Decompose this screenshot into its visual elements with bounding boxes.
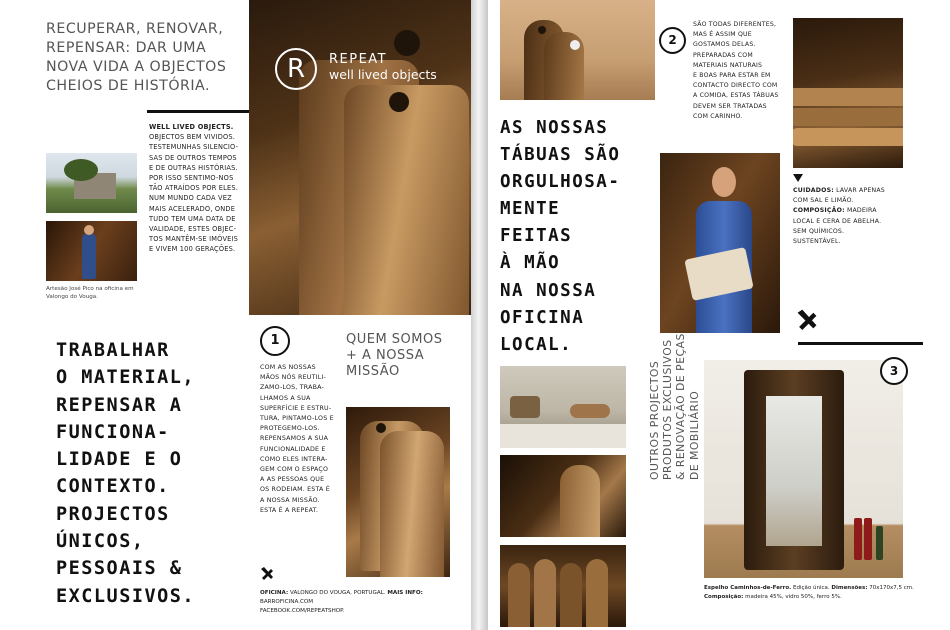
brand-name: REPEAT (329, 52, 388, 67)
section2-line: CONTACTO DIRECTO COM (693, 82, 778, 90)
intro-line: SAS DE OUTROS TEMPOS (149, 153, 237, 162)
mission-line: LHAMOS A SUA (260, 394, 311, 402)
intro-line: TUDO TEM UMA DATA DE (149, 214, 236, 223)
section2-line: A COMIDA, ESTAS TÁBUAS (693, 92, 779, 100)
headline-line: CHEIOS DE HISTÓRIA. (46, 78, 211, 94)
headline-line: FEITAS (500, 226, 573, 247)
comp-line: SEM QUÍMICOS. (793, 227, 845, 235)
mission-line: MÃOS NÓS REUTILI- (260, 374, 326, 382)
mission-line: SUPERFÍCIE E ESTRU- (260, 404, 332, 412)
mission-line: GEM COM O ESPAÇO (260, 466, 329, 474)
headline-line: OFICINA (500, 307, 585, 328)
vertical-line: PRODUTOS EXCLUSIVOS (661, 339, 675, 480)
section2-line: SÃO TODAS DIFERENTES, (693, 21, 777, 28)
section-number-1: 1 (260, 326, 290, 356)
boards-row-photo (500, 545, 626, 627)
section-number-2: 2 (659, 27, 686, 54)
headline-line: ORGULHOSA- (500, 172, 621, 193)
artisan-head (84, 225, 94, 235)
intro-line: OBJECTOS BEM VIVIDOS. (149, 133, 236, 142)
headline-line: NA NOSSA (500, 280, 597, 301)
vertical-line: & RENOVAÇÃO DE PEÇAS (674, 333, 688, 480)
headline-line: NOVA VIDA A OBJECTOS (46, 59, 227, 75)
comp-label: COMPOSIÇÃO: (793, 207, 845, 215)
left-headline (46, 20, 246, 96)
mirror-comp: madeira 45%, vidro 50%, ferro 5%. (743, 593, 842, 600)
right-page (488, 0, 950, 630)
boards-dark-photo (500, 455, 626, 537)
comp-line (793, 206, 913, 216)
vertical-text (648, 260, 708, 480)
arrow-down-icon (793, 174, 803, 182)
statement-line: CONTEXTO. (56, 476, 170, 498)
mission-line: OS RODEIAM. ESTA É (260, 486, 330, 494)
flower-shape (570, 40, 580, 50)
section2-line: DEVEM SER TRATADAS (693, 102, 767, 110)
stacked-boards-photo (793, 18, 903, 168)
board-shape (344, 85, 469, 315)
boards-rack-photo (500, 0, 655, 100)
intro-line: TOS MANTÊM-SE IMÓVEIS (149, 235, 239, 244)
headline-line: MENTE (500, 199, 561, 220)
intro-line: MAIS ACELERADO, ONDE (149, 204, 236, 213)
section-title-line: + A NOSSA (346, 348, 425, 363)
section-number-3: 3 (880, 357, 908, 385)
mission-line: ZAMO-LOS, TRABA- (260, 384, 324, 392)
footer-label-info: MAIS INFO: (387, 590, 423, 596)
section2-line: GOSTAMOS DELAS. (693, 41, 756, 49)
left-page (0, 0, 471, 630)
board-shape (560, 465, 600, 537)
intro-rule (147, 110, 249, 113)
board-stack (793, 128, 903, 146)
comp-line: SUSTENTÁVEL. (793, 238, 841, 246)
board-shape (586, 559, 608, 627)
board-shape (508, 563, 530, 627)
mission-line: REPENSAMOS A SUA (260, 435, 329, 443)
hero-photo (249, 0, 471, 315)
section2-line: E BOAS PARA ESTAR EM (693, 72, 771, 80)
board-hole (389, 92, 409, 112)
board-stack (793, 88, 903, 106)
vertical-line: OUTROS PROJECTOS (648, 360, 661, 480)
care-line-2: COM SAL E LIMÃO. (793, 197, 854, 205)
care-line (793, 186, 913, 196)
footer-oficina: VALONGO DO VOUGA, PORTUGAL. (288, 590, 388, 596)
headline-line: AS NOSSAS (500, 118, 609, 138)
intro-line: E VIVEM 100 GERAÇÕES. (149, 245, 236, 254)
mission-line: PROTEGEMO-LOS. (260, 425, 320, 433)
headline-line: LOCAL. (500, 334, 573, 355)
section2-line: PREPARADAS COM (693, 51, 753, 59)
kitchen-photo (500, 366, 626, 448)
boards-photo (346, 407, 450, 577)
mirror-caption-line-1 (704, 584, 924, 593)
comp-value: MADEIRA (844, 207, 877, 215)
boots-shape (864, 518, 872, 560)
statement-line: O MATERIAL, (56, 367, 196, 389)
statement-line: EXCLUSIVOS. (56, 585, 196, 607)
board-shape (534, 559, 556, 627)
section2-line: MAS É ASSIM QUE (693, 31, 752, 39)
mirror-dims: 70x170x7,5 cm. (867, 585, 914, 591)
mission-line: A AS PESSOAS QUE (260, 476, 325, 484)
mission-line: TURA, PINTAMO-LOS E (260, 415, 334, 423)
artisan-photo (46, 221, 137, 281)
right-rule (798, 342, 923, 345)
comp-line: LOCAL E CERA DE ABELHA. (793, 217, 882, 225)
board-hole (376, 423, 386, 433)
board-shape (560, 563, 582, 627)
vertical-line: DE MOBILIÁRIO (687, 390, 701, 480)
mission-line: COMO ELES INTERA- (260, 455, 328, 463)
photo-caption (46, 285, 146, 301)
section2-line: COM CARINHO. (693, 112, 743, 120)
statement-line: PESSOAIS & (56, 558, 183, 580)
caption-line: Artesão José Pico na oficina em (46, 286, 134, 292)
boards-stack-shape (570, 404, 610, 418)
footer-label-oficina: OFICINA: (260, 590, 289, 596)
mirror-glass (766, 396, 822, 546)
statement-line: REPENSAR A (56, 394, 183, 416)
board-stack (793, 108, 903, 126)
basket-shape (510, 396, 540, 418)
mission-text (260, 363, 344, 516)
big-statement (56, 337, 246, 610)
footer-line-1 (260, 589, 465, 607)
tree-shape (64, 159, 98, 181)
footer-info-link: BARROFICINA.COM (260, 599, 314, 605)
statement-line: TRABALHAR (56, 340, 170, 361)
section2-text (693, 20, 783, 122)
mirror-photo (704, 360, 903, 578)
mission-line: FUNCIONALIDADE E (260, 445, 326, 453)
artisan-figure (82, 233, 96, 279)
boots-shape (854, 518, 862, 560)
board-shape (380, 431, 444, 577)
tools-icon (260, 566, 274, 580)
board-hole (538, 26, 546, 34)
intro-line: NUM MUNDO CADA VEZ (149, 194, 232, 203)
intro-line: VALIDADE, ESTES OBJEC- (149, 225, 237, 234)
headline-line: RECUPERAR, RENOVAR, (46, 21, 224, 37)
page-gutter (471, 0, 488, 630)
intro-line: TESTEMUNHAS SILENCIO- (149, 143, 239, 152)
right-big-headline (500, 115, 660, 359)
intro-line: TÃO ATRAÍDOS POR ELES. (149, 184, 239, 193)
mirror-caption-line-2 (704, 593, 924, 602)
section2-line: MATERIAIS NATURAIS (693, 61, 763, 69)
statement-line: PROJECTOS (56, 503, 170, 525)
intro-text (149, 122, 245, 255)
boots-shape (876, 526, 883, 560)
headline-line: REPENSAR: DAR UMA (46, 40, 207, 56)
care-value: LAVAR APENAS (833, 187, 885, 194)
house-photo (46, 153, 137, 213)
craftsman-head (712, 167, 736, 197)
footer-line-2: FACEBOOK.COM/REPEATSHOP. (260, 608, 345, 614)
statement-line: FUNCIONA- (56, 421, 170, 443)
mirror-edition: Edição única. (791, 585, 832, 591)
tools-icon (796, 308, 818, 330)
counter-shape (500, 424, 626, 448)
mirror-comp-label: Composição: (704, 593, 744, 600)
section-title-line: QUEM SOMOS (346, 332, 443, 347)
board-hole (394, 30, 420, 56)
brand-tagline: well lived objects (329, 67, 437, 82)
mirror-title: Espelho Caminhos-de-Ferro. (704, 585, 792, 591)
mission-line: A NOSSA MISSÃO. (260, 496, 320, 504)
headline-line: À MÃO (500, 253, 561, 274)
section-title (346, 332, 466, 380)
caption-line: Valongo do Vouga. (46, 294, 98, 300)
brand-logo-circle: R (275, 48, 317, 90)
intro-line: POR ISSO SENTIMO-NOS (149, 174, 234, 183)
section-title-line: MISSÃO (346, 364, 400, 379)
mission-line: ESTA É A REPEAT. (260, 506, 319, 514)
care-text (793, 186, 913, 247)
mirror-dims-label: Dimensões: (831, 585, 868, 591)
intro-line: E DE OUTRAS HISTÓRIAS. (149, 163, 238, 172)
intro-title: WELL LIVED OBJECTS. (149, 123, 234, 131)
headline-line: TÁBUAS SÃO (500, 145, 621, 166)
footer-info (260, 589, 465, 616)
mission-line: COM AS NOSSAS (260, 364, 316, 371)
statement-line: LIDADE E O (56, 449, 183, 471)
statement-line: ÚNICOS, (56, 531, 145, 553)
mirror-caption (704, 584, 924, 601)
care-label: CUIDADOS: (793, 187, 834, 194)
